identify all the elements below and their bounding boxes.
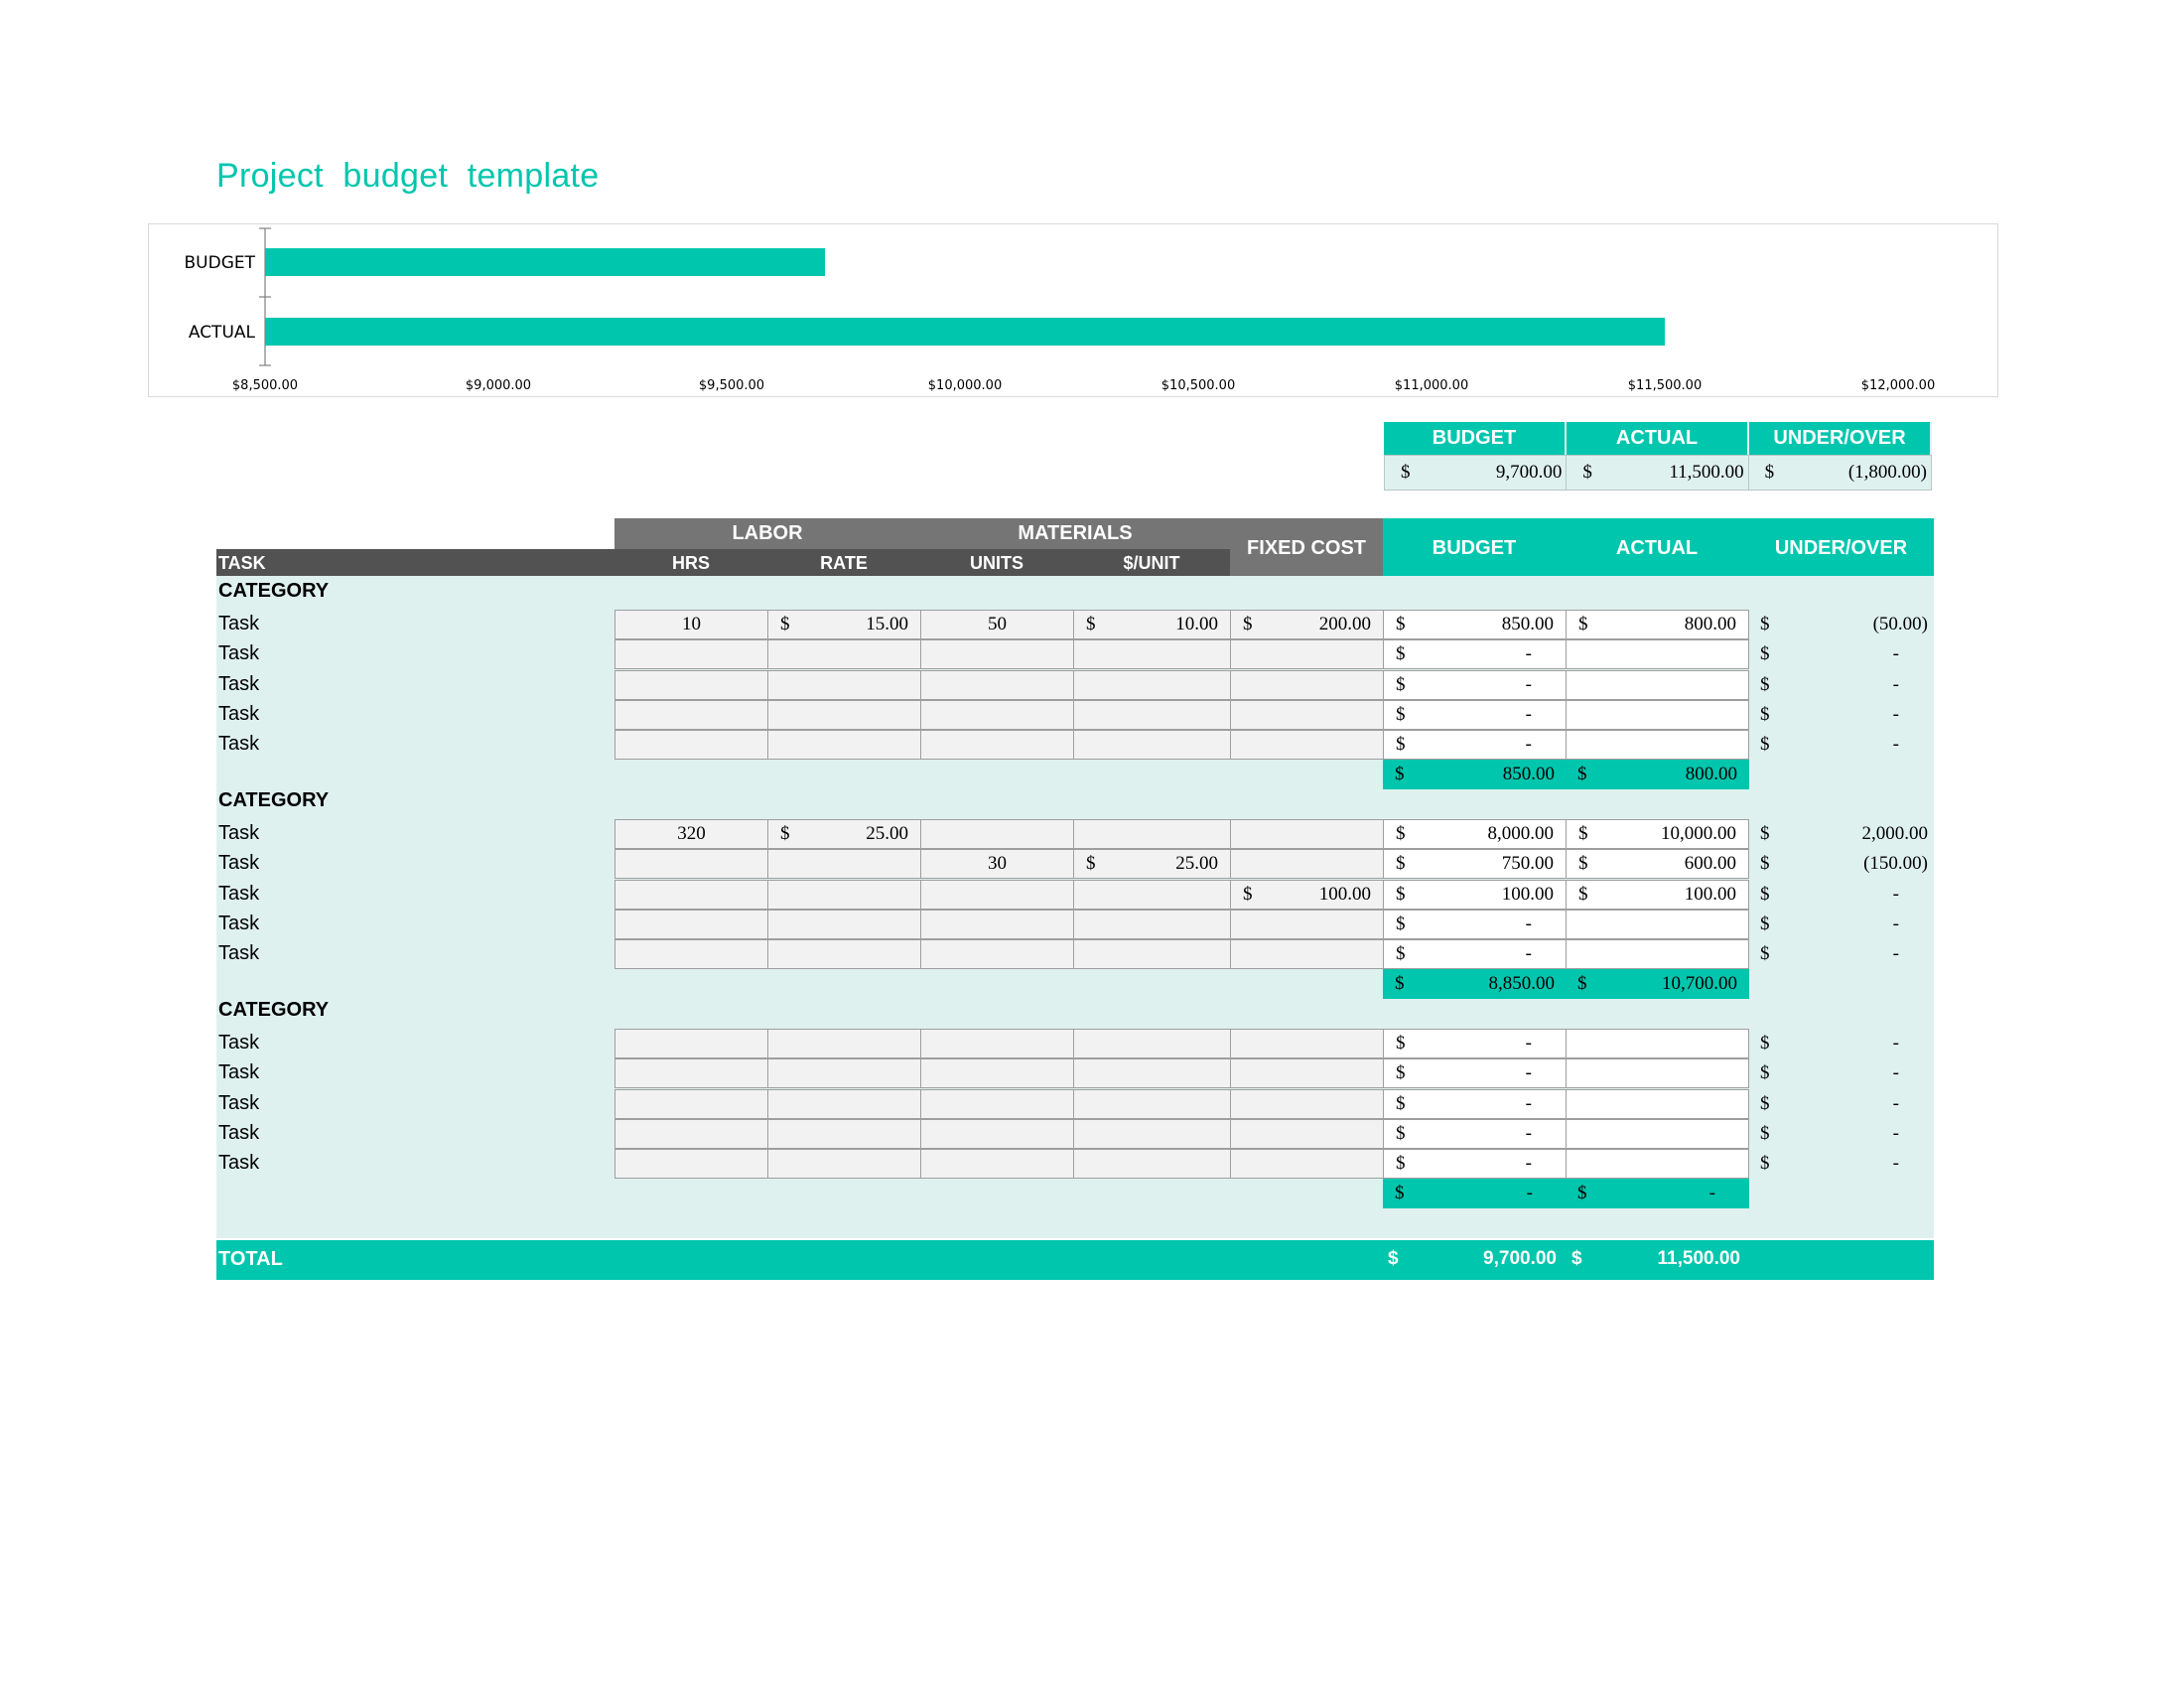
under-over-cell — [1748, 939, 1934, 969]
currency-symbol: $ — [1395, 764, 1405, 784]
currency-symbol: $ — [1243, 884, 1253, 905]
budget-cell[interactable] — [1383, 610, 1567, 639]
rate-value: 15.00 — [866, 614, 908, 634]
budget-value: - — [1525, 1093, 1532, 1114]
actual-cell[interactable] — [1566, 670, 1749, 700]
page-title: Project budget template — [216, 157, 600, 195]
currency-symbol: $ — [1396, 1062, 1406, 1083]
rate-input[interactable] — [767, 1119, 921, 1149]
summary-table — [1384, 422, 1932, 491]
actual-cell[interactable] — [1566, 1029, 1749, 1058]
currency-symbol: $ — [1577, 764, 1587, 784]
under-over-cell — [1748, 910, 1934, 939]
task-label: Task — [218, 1122, 260, 1144]
summary-under-over-value: (1,800.00) — [1847, 462, 1927, 483]
under-over-value: - — [1892, 734, 1899, 755]
total-budget-value: 9,700.00 — [1483, 1248, 1557, 1269]
currency-symbol: $ — [1396, 853, 1406, 874]
currency-symbol: $ — [1086, 853, 1096, 874]
under-over-value: - — [1892, 674, 1899, 695]
currency-symbol: $ — [1760, 614, 1770, 634]
actual-cell[interactable] — [1566, 639, 1749, 669]
currency-symbol: $ — [780, 823, 790, 844]
task-label: Task — [218, 642, 260, 664]
category-label: CATEGORY — [218, 999, 330, 1021]
task-label: Task — [218, 1092, 260, 1114]
currency-symbol: $ — [1396, 1033, 1406, 1054]
x-tick-label: $9,500.00 — [698, 378, 765, 393]
currency-symbol: $ — [1760, 1153, 1770, 1174]
currency-symbol: $ — [1396, 614, 1406, 634]
under-over-cell — [1748, 639, 1934, 669]
task-label: Task — [218, 613, 260, 634]
currency-symbol: $ — [1760, 884, 1770, 905]
currency-symbol: $ — [1396, 884, 1406, 905]
actual-cell[interactable] — [1566, 1119, 1749, 1149]
units-input[interactable] — [920, 1119, 1074, 1149]
hrs-input[interactable] — [614, 939, 768, 969]
hrs-input[interactable] — [614, 910, 768, 939]
x-tick-label: $10,500.00 — [1160, 378, 1236, 393]
currency-symbol: $ — [1760, 1123, 1770, 1144]
units-input[interactable] — [920, 939, 1074, 969]
budget-value: 100.00 — [1501, 884, 1554, 905]
units-header: UNITS — [920, 549, 1073, 578]
per-unit-input[interactable] — [1073, 730, 1231, 760]
actual-cell[interactable] — [1566, 610, 1749, 639]
x-tick-label: $9,000.00 — [465, 378, 532, 393]
currency-symbol: $ — [1396, 734, 1406, 755]
per-unit-input[interactable] — [1073, 819, 1231, 849]
per-unit-input[interactable] — [1073, 849, 1231, 879]
under-over-cell — [1748, 819, 1934, 849]
task-label: Task — [218, 673, 260, 695]
x-tick-label: $12,000.00 — [1860, 378, 1936, 393]
labor-header: LABOR — [614, 518, 920, 549]
task-label: Task — [218, 913, 260, 934]
subtotal-actual — [1566, 1179, 1749, 1208]
under-over-value: (150.00) — [1863, 853, 1928, 874]
fixed-cost-input[interactable] — [1230, 819, 1384, 849]
budget-value: - — [1525, 643, 1532, 664]
hrs-input[interactable]: 320 — [614, 819, 768, 849]
actual-cell[interactable] — [1566, 1149, 1749, 1179]
task-label: Task — [218, 942, 260, 964]
per-unit-input[interactable] — [1073, 1029, 1231, 1058]
actual-cell[interactable] — [1566, 849, 1749, 879]
currency-symbol: $ — [1396, 943, 1406, 964]
budget-cell[interactable] — [1383, 939, 1567, 969]
units-input[interactable]: 50 — [920, 610, 1074, 639]
hrs-input[interactable] — [614, 1058, 768, 1088]
fixed-cost-input[interactable] — [1230, 670, 1384, 700]
currency-symbol: $ — [1760, 1062, 1770, 1083]
per-unit-input[interactable] — [1073, 1149, 1231, 1179]
currency-symbol: $ — [1577, 973, 1587, 994]
fixed-cost-input[interactable] — [1230, 849, 1384, 879]
task-label: Task — [218, 703, 260, 725]
budget-cell[interactable] — [1383, 1149, 1567, 1179]
actual-cell[interactable] — [1566, 700, 1749, 730]
subtotal-budget-value: 850.00 — [1502, 764, 1555, 784]
under-over-cell — [1748, 849, 1934, 879]
currency-symbol: $ — [1760, 823, 1770, 844]
budget-cell[interactable] — [1383, 880, 1567, 910]
budget-cell[interactable] — [1383, 670, 1567, 700]
units-input[interactable] — [920, 880, 1074, 910]
fixed-cost-input[interactable] — [1230, 1058, 1384, 1088]
rate-input[interactable] — [767, 1149, 921, 1179]
summary-actual-cell[interactable] — [1567, 456, 1748, 490]
currency-symbol: $ — [1396, 823, 1406, 844]
units-input[interactable] — [920, 1058, 1074, 1088]
per-unit-value: 25.00 — [1175, 853, 1218, 874]
materials-header: MATERIALS — [920, 518, 1230, 549]
units-input[interactable] — [920, 730, 1074, 760]
rate-input[interactable] — [767, 849, 921, 879]
fixed-cost-value: 100.00 — [1318, 884, 1371, 905]
task-label: Task — [218, 883, 260, 905]
task-label: Task — [218, 822, 260, 844]
summary-budget-value: 9,700.00 — [1495, 462, 1563, 483]
per-unit-input[interactable] — [1073, 880, 1231, 910]
task-label: Task — [218, 733, 260, 755]
rate-header: RATE — [767, 549, 920, 578]
currency-symbol: $ — [1760, 734, 1770, 755]
budget-value: - — [1525, 914, 1532, 934]
actual-cell[interactable] — [1566, 730, 1749, 760]
under-over-cell — [1748, 700, 1934, 730]
bar-budget — [265, 248, 825, 276]
actual-cell[interactable] — [1566, 1058, 1749, 1088]
summary-header-actual: ACTUAL — [1567, 422, 1749, 455]
actual-value: 600.00 — [1684, 853, 1736, 874]
x-tick-label: $11,500.00 — [1627, 378, 1703, 393]
units-input[interactable] — [920, 670, 1074, 700]
rate-input[interactable] — [767, 880, 921, 910]
under-over-value: - — [1892, 1033, 1899, 1054]
subtotal-budget-value: 8,850.00 — [1488, 973, 1555, 994]
actual-cell[interactable] — [1566, 939, 1749, 969]
units-input[interactable] — [920, 700, 1074, 730]
currency-symbol: $ — [1578, 853, 1588, 874]
rate-input[interactable] — [767, 1029, 921, 1058]
units-input[interactable]: 30 — [920, 849, 1074, 879]
x-tick-label: $10,000.00 — [927, 378, 1003, 393]
hrs-input[interactable] — [614, 1029, 768, 1058]
hrs-input[interactable] — [614, 849, 768, 879]
task-label: Task — [218, 852, 260, 874]
currency-symbol: $ — [1388, 1248, 1399, 1269]
currency-symbol: $ — [1760, 674, 1770, 695]
budget-value: - — [1525, 1153, 1532, 1174]
category-label-budget: BUDGET — [184, 253, 255, 273]
fixed-cost-input[interactable] — [1230, 910, 1384, 939]
under-over-value: - — [1892, 704, 1899, 725]
task-header: TASK — [218, 549, 516, 578]
under-over-cell — [1748, 1029, 1934, 1058]
fixed-cost-input[interactable] — [1230, 939, 1384, 969]
per-unit-input[interactable] — [1073, 1058, 1231, 1088]
actual-cell[interactable] — [1566, 910, 1749, 939]
rate-input[interactable] — [767, 700, 921, 730]
currency-symbol: $ — [1760, 943, 1770, 964]
currency-symbol: $ — [1086, 614, 1096, 634]
hrs-input[interactable] — [614, 670, 768, 700]
budget-value: - — [1525, 1033, 1532, 1054]
units-input[interactable] — [920, 819, 1074, 849]
under-over-cell — [1748, 1149, 1934, 1179]
chart-svg — [149, 224, 1999, 398]
under-over-cell — [1748, 730, 1934, 760]
per-unit-input[interactable] — [1073, 939, 1231, 969]
total-actual-value: 11,500.00 — [1657, 1248, 1740, 1269]
per-unit-input[interactable] — [1073, 1089, 1231, 1119]
per-unit-input[interactable] — [1073, 639, 1231, 669]
currency-symbol: $ — [1578, 884, 1588, 905]
budget-cell[interactable] — [1383, 1058, 1567, 1088]
summary-under-over-cell[interactable] — [1749, 456, 1931, 490]
budget-cell[interactable] — [1383, 1119, 1567, 1149]
rate-input[interactable] — [767, 819, 921, 849]
hrs-header: HRS — [614, 549, 767, 578]
summary-header-under-over: UNDER/OVER — [1749, 422, 1932, 455]
per-unit-input[interactable] — [1073, 1119, 1231, 1149]
actual-cell[interactable] — [1566, 880, 1749, 910]
under-over-value: - — [1892, 1153, 1899, 1174]
under-over-cell — [1748, 880, 1934, 910]
subtotal-actual-value: 800.00 — [1685, 764, 1737, 784]
summary-budget-cell[interactable] — [1385, 456, 1567, 490]
currency-symbol: $ — [1396, 674, 1406, 695]
currency-symbol: $ — [1577, 1183, 1587, 1203]
currency-symbol: $ — [1760, 914, 1770, 934]
budget-value: - — [1525, 1123, 1532, 1144]
actual-cell[interactable] — [1566, 819, 1749, 849]
under-over-cell — [1748, 610, 1934, 639]
hrs-input[interactable] — [614, 730, 768, 760]
per-unit-header: $/UNIT — [1073, 549, 1230, 578]
fixed-cost-input[interactable] — [1230, 730, 1384, 760]
total-budget — [1388, 1248, 1557, 1270]
currency-symbol: $ — [1571, 1248, 1582, 1269]
hrs-input[interactable] — [614, 880, 768, 910]
rate-input[interactable] — [767, 670, 921, 700]
budget-cell[interactable] — [1383, 1089, 1567, 1119]
rate-input[interactable] — [767, 610, 921, 639]
subtotal-budget-value: - — [1526, 1183, 1533, 1203]
under-over-value: - — [1892, 884, 1899, 905]
hrs-input[interactable] — [614, 1119, 768, 1149]
currency-symbol: $ — [1395, 1183, 1405, 1203]
task-label: Task — [218, 1032, 260, 1054]
currency-symbol: $ — [1396, 1153, 1406, 1174]
hrs-input[interactable]: 10 — [614, 610, 768, 639]
fixed-cost-input[interactable] — [1230, 1149, 1384, 1179]
currency-symbol: $ — [1578, 823, 1588, 844]
actual-cell[interactable] — [1566, 1089, 1749, 1119]
rate-input[interactable] — [767, 910, 921, 939]
actual-value: 100.00 — [1684, 884, 1736, 905]
under-over-value: - — [1892, 1093, 1899, 1114]
hrs-input[interactable] — [614, 700, 768, 730]
total-actual — [1571, 1248, 1740, 1270]
subtotal-budget — [1383, 1179, 1567, 1208]
subtotal-actual — [1566, 760, 1749, 789]
budget-cell[interactable] — [1383, 700, 1567, 730]
currency-symbol: $ — [1760, 704, 1770, 725]
budget-cell[interactable] — [1383, 639, 1567, 669]
rate-input[interactable] — [767, 939, 921, 969]
x-tick-label: $11,000.00 — [1394, 378, 1469, 393]
category-label-actual: ACTUAL — [188, 323, 255, 343]
under-over-value: - — [1892, 914, 1899, 934]
per-unit-input[interactable] — [1073, 610, 1231, 639]
currency-symbol: $ — [1396, 704, 1406, 725]
currency-symbol: $ — [1760, 1093, 1770, 1114]
budget-cell[interactable] — [1383, 1029, 1567, 1058]
subtotal-budget — [1383, 969, 1567, 999]
currency-symbol: $ — [1764, 462, 1775, 483]
currency-symbol: $ — [1243, 614, 1253, 634]
units-input[interactable] — [920, 1149, 1074, 1179]
currency-symbol: $ — [1760, 1033, 1770, 1054]
task-label: Task — [218, 1061, 260, 1083]
x-tick-label: $8,500.00 — [231, 378, 299, 393]
budget-value: - — [1525, 734, 1532, 755]
budget-value: - — [1525, 943, 1532, 964]
currency-symbol: $ — [1401, 462, 1411, 483]
per-unit-input[interactable] — [1073, 910, 1231, 939]
rate-input[interactable] — [767, 1058, 921, 1088]
under-over-cell — [1748, 670, 1934, 700]
currency-symbol: $ — [1582, 462, 1592, 483]
fixed-cost-input[interactable] — [1230, 639, 1384, 669]
budget-vs-actual-chart — [148, 223, 1998, 397]
subtotal-actual — [1566, 969, 1749, 999]
budget-value: 850.00 — [1501, 614, 1554, 634]
units-input[interactable] — [920, 639, 1074, 669]
category-label: CATEGORY — [218, 580, 330, 602]
budget-cell[interactable] — [1383, 730, 1567, 760]
under-over-cell — [1748, 1119, 1934, 1149]
currency-symbol: $ — [1395, 973, 1405, 994]
subtotal-actual-value: - — [1708, 1183, 1715, 1203]
summary-actual-value: 11,500.00 — [1669, 462, 1744, 483]
under-over-value: - — [1892, 1062, 1899, 1083]
units-input[interactable] — [920, 1089, 1074, 1119]
under-over-header: UNDER/OVER — [1748, 518, 1934, 578]
budget-value: - — [1525, 1062, 1532, 1083]
fixed-cost-input[interactable] — [1230, 700, 1384, 730]
fixed-cost-input[interactable] — [1230, 610, 1384, 639]
per-unit-input[interactable] — [1073, 670, 1231, 700]
actual-value: 10,000.00 — [1661, 823, 1736, 844]
budget-header: BUDGET — [1383, 518, 1566, 578]
under-over-value: - — [1892, 1123, 1899, 1144]
under-over-cell — [1748, 1089, 1934, 1119]
fixed-cost-input[interactable] — [1230, 880, 1384, 910]
task-label: Task — [218, 1152, 260, 1174]
under-over-value: - — [1892, 943, 1899, 964]
summary-header-budget: BUDGET — [1384, 422, 1567, 455]
under-over-value: - — [1892, 643, 1899, 664]
bar-actual — [265, 318, 1665, 346]
budget-value: 750.00 — [1501, 853, 1554, 874]
currency-symbol: $ — [1396, 1093, 1406, 1114]
fixed-cost-header: FIXED COST — [1230, 518, 1383, 578]
hrs-input[interactable] — [614, 1149, 768, 1179]
under-over-value: (50.00) — [1872, 614, 1928, 634]
budget-cell[interactable] — [1383, 819, 1567, 849]
total-label: TOTAL — [218, 1248, 283, 1270]
rate-input[interactable] — [767, 1089, 921, 1119]
budget-value: 8,000.00 — [1487, 823, 1554, 844]
rate-input[interactable] — [767, 730, 921, 760]
currency-symbol: $ — [1760, 853, 1770, 874]
hrs-input[interactable] — [614, 1089, 768, 1119]
fixed-cost-input[interactable] — [1230, 1089, 1384, 1119]
currency-symbol: $ — [1396, 643, 1406, 664]
category-label: CATEGORY — [218, 789, 330, 811]
rate-input[interactable] — [767, 639, 921, 669]
actual-header: ACTUAL — [1566, 518, 1748, 578]
subtotal-budget — [1383, 760, 1567, 789]
per-unit-input[interactable] — [1073, 700, 1231, 730]
per-unit-value: 10.00 — [1175, 614, 1218, 634]
rate-value: 25.00 — [866, 823, 908, 844]
hrs-input[interactable] — [614, 639, 768, 669]
budget-value: - — [1525, 674, 1532, 695]
actual-value: 800.00 — [1684, 614, 1736, 634]
under-over-cell — [1748, 1058, 1934, 1088]
fixed-cost-input[interactable] — [1230, 1029, 1384, 1058]
currency-symbol: $ — [1578, 614, 1588, 634]
currency-symbol: $ — [780, 614, 790, 634]
currency-symbol: $ — [1396, 914, 1406, 934]
currency-symbol: $ — [1760, 643, 1770, 664]
under-over-value: 2,000.00 — [1861, 823, 1928, 844]
subtotal-actual-value: 10,700.00 — [1662, 973, 1737, 994]
budget-value: - — [1525, 704, 1532, 725]
fixed-cost-input[interactable] — [1230, 1119, 1384, 1149]
units-input[interactable] — [920, 1029, 1074, 1058]
units-input[interactable] — [920, 910, 1074, 939]
budget-cell[interactable] — [1383, 849, 1567, 879]
currency-symbol: $ — [1396, 1123, 1406, 1144]
fixed-cost-value: 200.00 — [1318, 614, 1371, 634]
budget-cell[interactable] — [1383, 910, 1567, 939]
